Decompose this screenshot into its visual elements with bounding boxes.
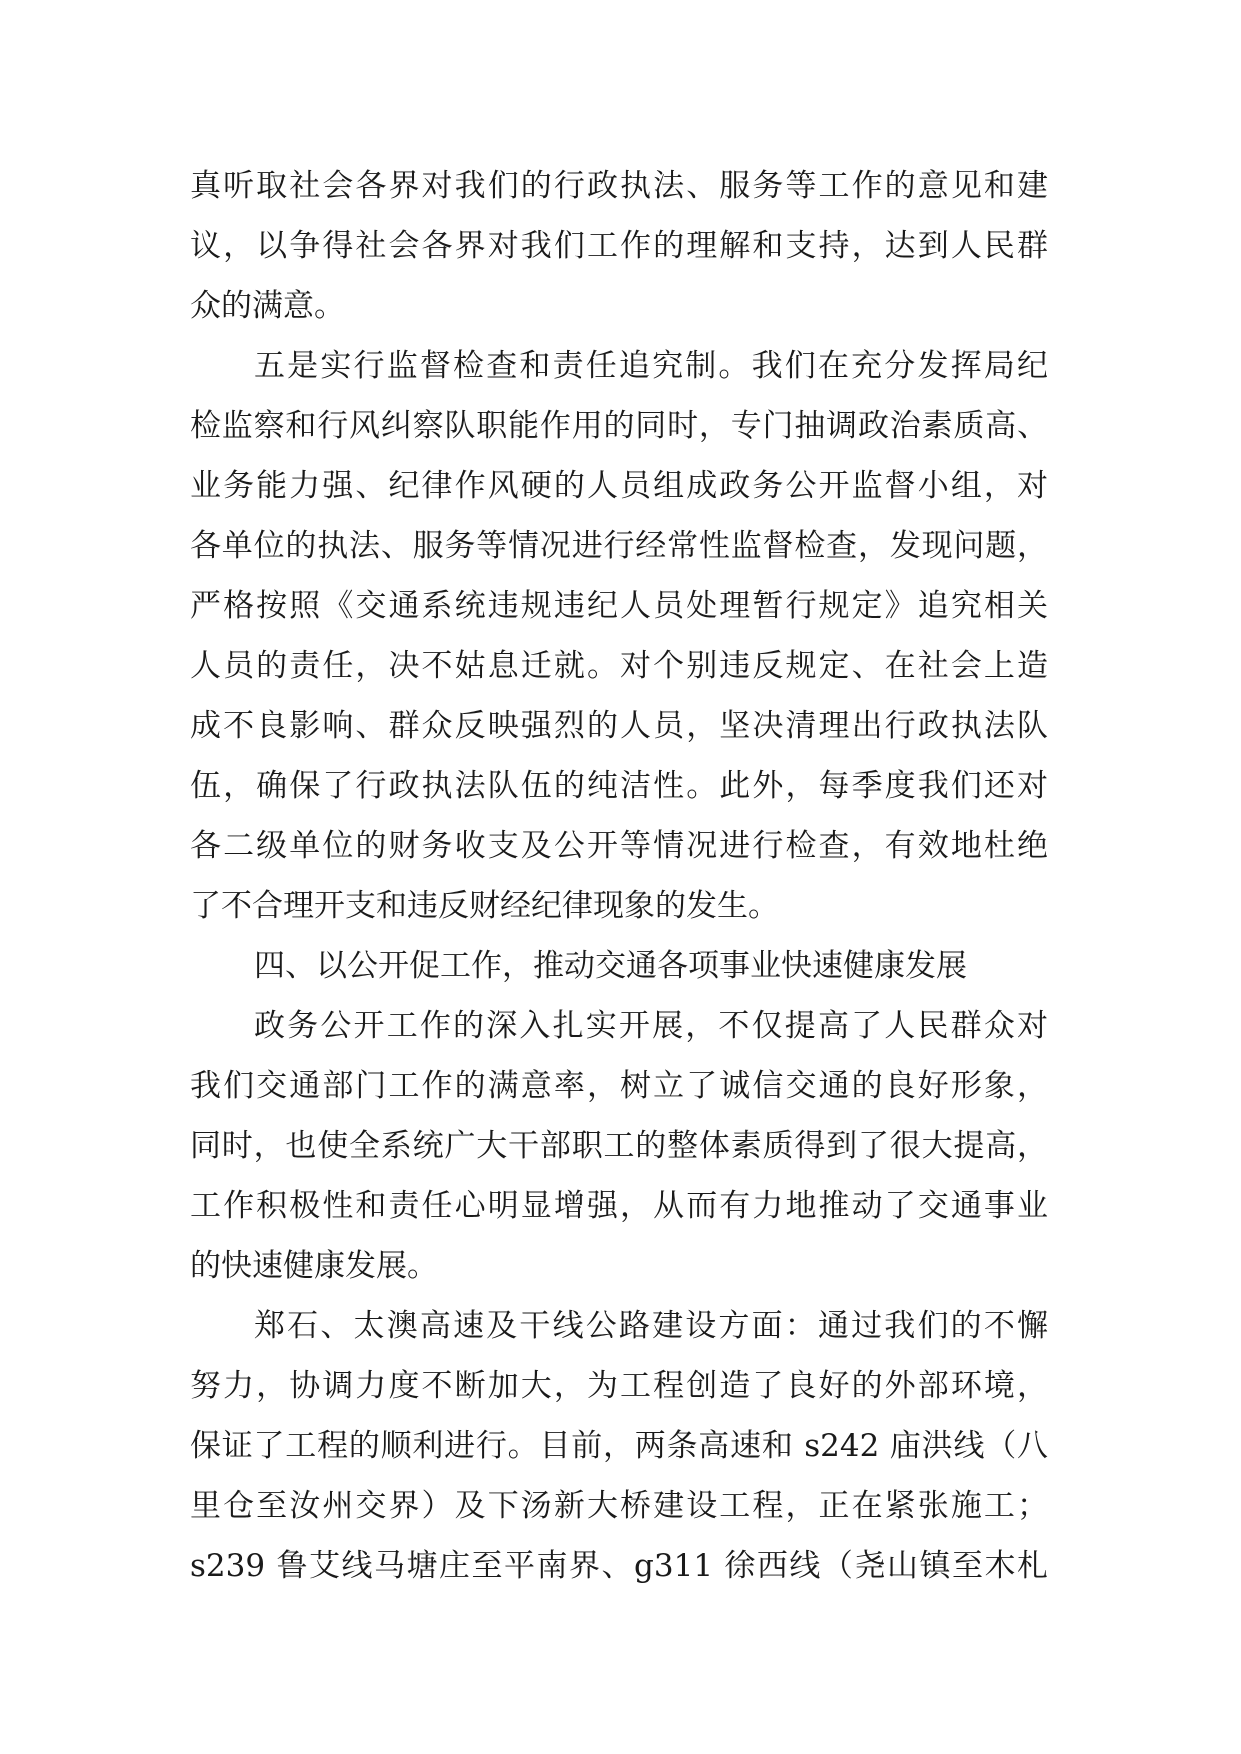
paragraph-line: s239 鲁艾线马塘庄至平南界、g311 徐西线（尧山镇至木札 xyxy=(190,1548,1048,1584)
paragraph-line: 检监察和行风纠察队职能作用的同时，专门抽调政治素质高、 xyxy=(190,408,1048,444)
paragraph-line: 同时，也使全系统广大干部职工的整体素质得到了很大提高， xyxy=(190,1128,1048,1164)
paragraph-line: 真听取社会各界对我们的行政执法、服务等工作的意见和建 xyxy=(190,168,1048,204)
paragraph-line: 议，以争得社会各界对我们工作的理解和支持，达到人民群 xyxy=(190,228,1048,264)
paragraph-line: 我们交通部门工作的满意率，树立了诚信交通的良好形象， xyxy=(190,1068,1048,1104)
paragraph-line: 里仓至汝州交界）及下汤新大桥建设工程，正在紧张施工； xyxy=(190,1488,1048,1524)
paragraph-line: 众的满意。 xyxy=(190,288,345,324)
paragraph-line: 伍，确保了行政执法队伍的纯洁性。此外，每季度我们还对 xyxy=(190,768,1048,804)
paragraph-line: 严格按照《交通系统违规违纪人员处理暂行规定》追究相关 xyxy=(190,588,1048,624)
paragraph-line: 工作积极性和责任心明显增强，从而有力地推动了交通事业 xyxy=(190,1188,1048,1224)
paragraph-line: 郑石、太澳高速及干线公路建设方面：通过我们的不懈 xyxy=(254,1308,1048,1344)
paragraph-line: 五是实行监督检查和责任追究制。我们在充分发挥局纪 xyxy=(254,348,1048,384)
paragraph-line: 努力，协调力度不断加大，为工程创造了良好的外部环境， xyxy=(190,1368,1048,1404)
paragraph-line: 人员的责任，决不姑息迁就。对个别违反规定、在社会上造 xyxy=(190,648,1048,684)
paragraph-line: 政务公开工作的深入扎实开展，不仅提高了人民群众对 xyxy=(254,1008,1048,1044)
paragraph-line: 各二级单位的财务收支及公开等情况进行检查，有效地杜绝 xyxy=(190,828,1048,864)
paragraph-line: 业务能力强、纪律作风硬的人员组成政务公开监督小组，对 xyxy=(190,468,1048,504)
paragraph-line: 了不合理开支和违反财经纪律现象的发生。 xyxy=(190,888,779,924)
paragraph-line: 保证了工程的顺利进行。目前，两条高速和 s242 庙洪线（八 xyxy=(190,1428,1048,1464)
paragraph-line: 成不良影响、群众反映强烈的人员，坚决清理出行政执法队 xyxy=(190,708,1048,744)
section-heading: 四、以公开促工作，推动交通各项事业快速健康发展 xyxy=(254,948,967,984)
paragraph-line: 的快速健康发展。 xyxy=(190,1248,438,1284)
paragraph-line: 各单位的执法、服务等情况进行经常性监督检查，发现问题， xyxy=(190,528,1048,564)
